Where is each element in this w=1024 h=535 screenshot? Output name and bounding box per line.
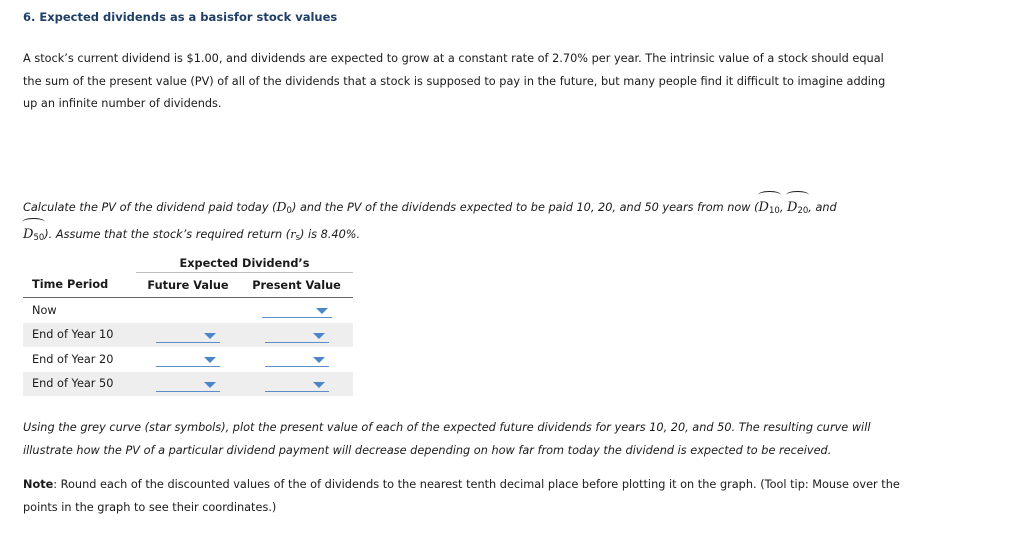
present-value-cell — [240, 372, 353, 397]
future-value-cell — [136, 347, 240, 372]
d20-subscript: 20 — [797, 206, 809, 216]
future-value-dropdown-year-10[interactable] — [156, 327, 220, 343]
period-cell: End of Year 20 — [32, 352, 114, 366]
d50-subscript: 50 — [33, 233, 45, 243]
future-value-dropdown-year-20[interactable] — [156, 351, 220, 367]
note-paragraph — [23, 473, 923, 519]
calculation-instruction — [23, 195, 923, 250]
intro-paragraph: A stock’s current dividend is $1.00, and dividends are expected to grow at a constant rate of 2.70% per year. The intrinsic value of a stock should equal the sum of the present value (PV) of all of the dividends that a stock is supposed to pay in the future, but many people find it difficult to imagine adding up an infinite number of dividends. — [23, 52, 886, 111]
table-row-year-20 — [23, 347, 353, 372]
expected-dividends-header: Expected Dividend’s — [136, 250, 353, 273]
r-subscript: s — [295, 233, 301, 243]
plot-instruction: Using the grey curve (star symbols), plot the present value of each of the expected future dividends for years 10, 20, and 50. The resulting curve will illustrate how the PV of a particular dividend payment will decrease depending on how far from today the dividend is expected to be received. — [23, 421, 871, 457]
d10-hat-symbol — [759, 196, 780, 223]
table-row-now — [23, 298, 353, 323]
r-letter: r — [290, 228, 296, 241]
d50-hat-symbol — [23, 223, 44, 250]
future-value-cell — [136, 298, 240, 323]
note-label: Note — [23, 478, 54, 491]
future-value-dropdown-year-50[interactable] — [156, 376, 220, 392]
col-header-time-period: Time Period — [23, 273, 136, 298]
d0-subscript: 0 — [286, 206, 292, 216]
d20-hat-symbol — [787, 196, 808, 223]
col-header-present-value: Present Value — [240, 273, 353, 298]
instr-text-a: Calculate the PV of the dividend paid today ( — [23, 201, 277, 214]
present-value-dropdown-year-50[interactable] — [265, 376, 329, 392]
d10-letter: D — [758, 200, 769, 215]
instr-text-b: ) and the PV of the dividends expected to be paid 10, 20, and 50 years from now ( — [291, 201, 759, 214]
instr-text-c: ). Assume that the stock’s required return ( — [44, 228, 291, 241]
group-header-spacer — [23, 250, 136, 273]
table-row-year-50 — [23, 372, 353, 397]
present-value-dropdown-now[interactable] — [262, 302, 332, 318]
d10-subscript: 10 — [768, 206, 780, 216]
note-text: : Round each of the discounted values of the of dividends to the nearest tenth decimal place before plotting it on the graph. (Tool tip: Mouse over the points in the graph to see their coordinates.) — [23, 478, 900, 514]
d50-letter: D — [23, 227, 34, 242]
future-value-cell — [136, 323, 240, 348]
period-cell: End of Year 10 — [23, 323, 136, 348]
dividends-table — [23, 250, 353, 396]
present-value-cell — [240, 347, 353, 372]
d0-symbol — [277, 199, 292, 214]
present-value-dropdown-year-10[interactable] — [265, 327, 329, 343]
table-row-year-10 — [23, 323, 353, 348]
d20-letter: D — [787, 200, 798, 215]
period-cell: End of Year 50 — [23, 372, 136, 397]
period-cell: Now — [32, 303, 57, 317]
rs-symbol — [290, 228, 300, 241]
column-header-row — [23, 273, 353, 298]
problem-title: 6. Expected dividends as a basisfor stock values — [23, 10, 338, 24]
group-header-row — [23, 250, 353, 273]
present-value-dropdown-year-20[interactable] — [265, 351, 329, 367]
instr-text-d: ) is 8.40%. — [300, 228, 361, 241]
present-value-cell — [240, 298, 353, 323]
instr-sep-2: , and — [808, 201, 837, 214]
instr-sep-1: , — [779, 201, 787, 214]
d0-letter: D — [276, 199, 287, 214]
present-value-cell — [240, 323, 353, 348]
col-header-future-value: Future Value — [136, 273, 240, 298]
future-value-cell — [136, 372, 240, 397]
